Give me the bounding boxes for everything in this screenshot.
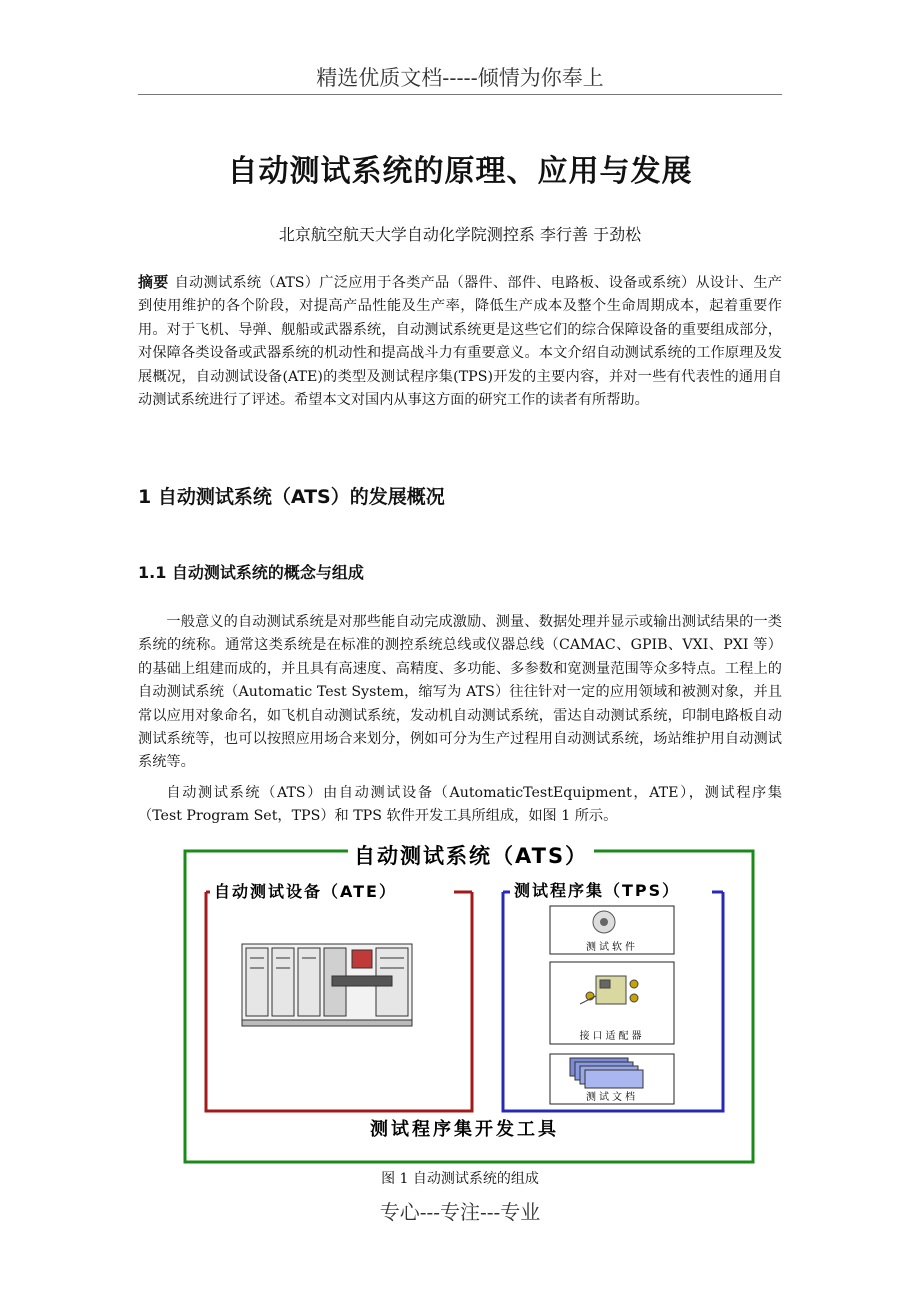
page-footer: 专心---专注---专业: [379, 1200, 541, 1224]
figure-ats-composition: [182, 846, 756, 1166]
header-rule: [138, 94, 782, 95]
dev-tools-label: 测试程序集开发工具: [370, 1119, 559, 1140]
abstract: [138, 271, 782, 412]
section-heading-1: 1 自动测试系统（ATS）的发展概况: [138, 486, 445, 508]
abstract-text: 自动测试系统（ATS）广泛应用于各类产品（器件、部件、电路板、设备或系统）从设计、生产到使用维护的各个阶段，对提高产品性能及生产率，降低生产成本及整个生命周期成本，起着重要作用。对于飞机、导弹、舰船或武器系统，自动测试系统更是这些它们的综合保障设备的重要组成部分，对保障各类设备或武器系统的机动性和提高战斗力有重要意义。本文介绍自动测试系统的工作原理及发展概况，自动测试设备(ATE)的类型及测试程序集(TPS)开发的主要内容，并对一些有代表性的通用自动测试系统进行了评述。希望本文对国内从事这方面的研究工作的读者有所帮助。: [138, 275, 782, 409]
authors-line: 北京航空航天大学自动化学院测控系 李行善 于劲松: [278, 225, 642, 244]
ate-equipment-image: [242, 944, 412, 1026]
ate-label: 自动测试设备（ATE）: [210, 879, 401, 902]
abstract-keyword: 摘要: [138, 273, 169, 291]
body-paragraph-1: 一般意义的自动测试系统是对那些能自动完成激励、测量、数据处理并显示或输出测试结果的一类系统的统称。通常这类系统是在标准的测控系统总线或仪器总线（CAMAC、GPIB、VXI、PXI 等）的基础上组建而成的，并且具有高速度、高精度、多功能、多参数和宽测量范围等众多特点。工程上的自动测试系统（Automatic Test System，缩写为 ATS）往往针对一定的应用领域和被测对象，并且常以应用对象命名，如飞机自动测试系统，发动机自动测试系统，雷达自动测试系统，印制电路板自动测试系统等，也可以按照应用场合来划分，例如可分为生产过程用自动测试系统，场站维护用自动测试系统等。: [138, 614, 782, 771]
body-paragraph-2: 自动测试系统（ATS）由自动测试设备（AutomaticTestEquipment，ATE），测试程序集（Test Program Set，TPS）和 TPS 软件开发工具所组成，如图 1 所示。: [138, 785, 782, 825]
tps-item-label-docs: 测试文档: [586, 1092, 638, 1103]
ats-label: 自动测试系统（ATS）: [348, 840, 594, 870]
page-header: 精选优质文档-----倾情为你奉上: [316, 66, 604, 90]
tps-item-label-software: 测试软件: [586, 942, 638, 953]
document-title: 自动测试系统的原理、应用与发展: [227, 154, 693, 189]
tps-label: 测试程序集（TPS）: [510, 878, 684, 901]
documents-icon: [570, 1058, 643, 1088]
disc-icon: [593, 911, 615, 933]
figure-caption: 图 1 自动测试系统的组成: [381, 1171, 539, 1187]
section-heading-1-1: 1.1 自动测试系统的概念与组成: [138, 563, 364, 582]
tps-item-label-adapter: 接口适配器: [579, 1031, 645, 1042]
